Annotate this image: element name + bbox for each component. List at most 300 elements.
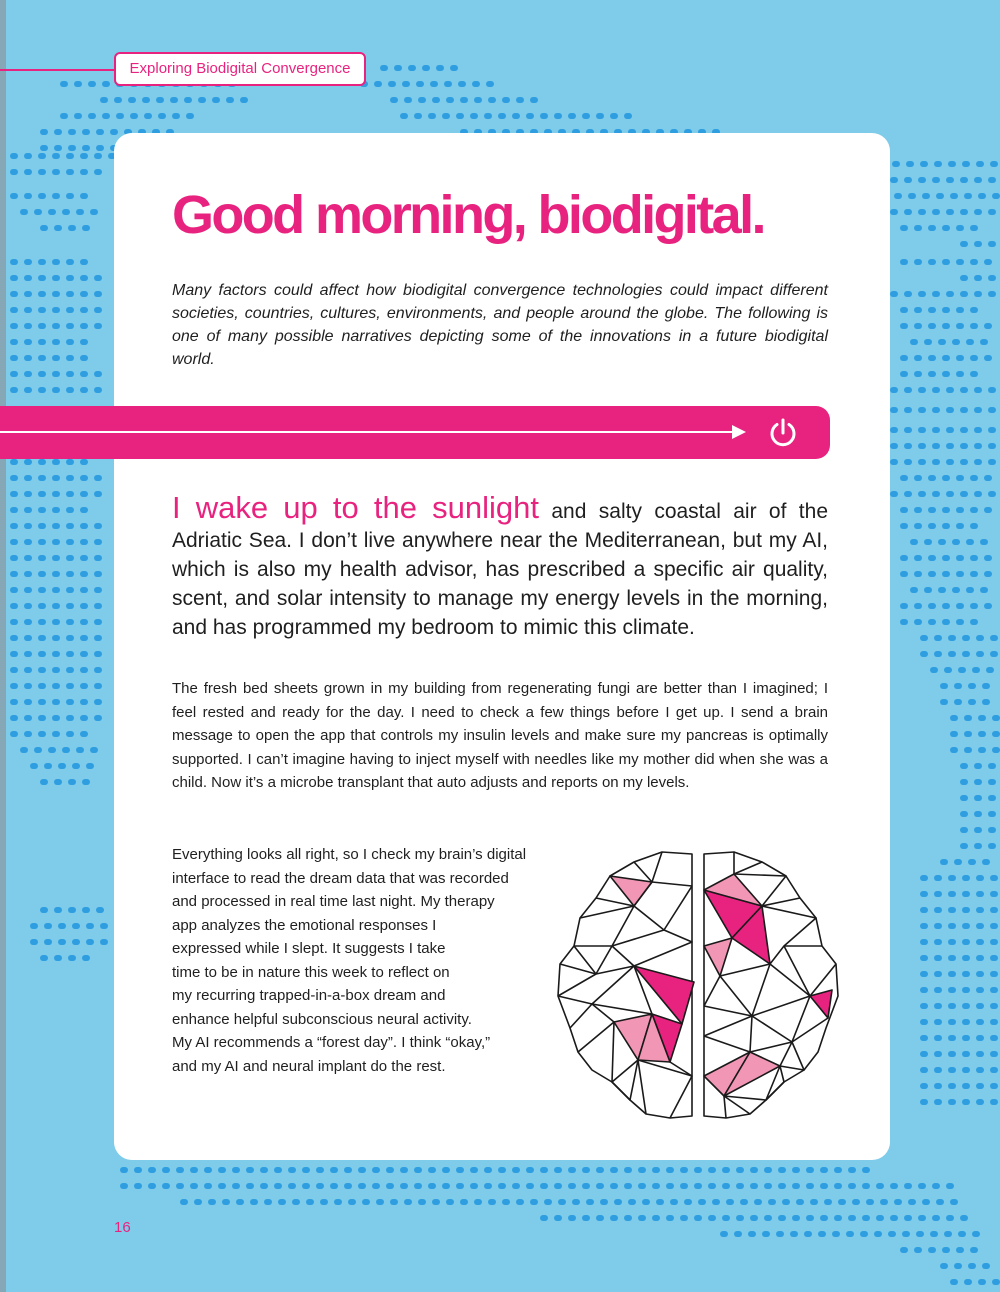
background-dot [670, 1199, 678, 1205]
background-dot [928, 355, 936, 361]
background-dot [422, 65, 430, 71]
background-dot [938, 587, 946, 593]
background-dot [934, 1099, 942, 1105]
background-dot [88, 81, 96, 87]
background-dot [568, 1215, 576, 1221]
background-dot [260, 1183, 268, 1189]
background-dot [992, 1279, 1000, 1285]
background-dot [940, 683, 948, 689]
background-dot [914, 355, 922, 361]
background-dot [960, 763, 968, 769]
background-dot [416, 81, 424, 87]
background-dot [516, 1199, 524, 1205]
background-dot [330, 1167, 338, 1173]
background-dot [962, 651, 970, 657]
background-dot [40, 779, 48, 785]
background-dot [204, 1183, 212, 1189]
background-dot [932, 1215, 940, 1221]
background-dot [948, 635, 956, 641]
background-dot [990, 161, 998, 167]
background-dot [362, 1199, 370, 1205]
background-dot [430, 81, 438, 87]
background-dot [38, 571, 46, 577]
background-dot [386, 1183, 394, 1189]
background-dot [38, 539, 46, 545]
background-dot [906, 161, 914, 167]
background-dot [946, 291, 954, 297]
background-dot [924, 587, 932, 593]
background-dot [66, 699, 74, 705]
background-dot [914, 571, 922, 577]
background-dot [38, 507, 46, 513]
background-dot [974, 779, 982, 785]
background-dot [344, 1167, 352, 1173]
background-dot [974, 459, 982, 465]
background-dot [540, 113, 548, 119]
background-dot [302, 1167, 310, 1173]
background-dot [30, 923, 38, 929]
background-dot [796, 1199, 804, 1205]
background-dot [498, 1183, 506, 1189]
background-dot [960, 811, 968, 817]
background-dot [24, 291, 32, 297]
background-dot [968, 1263, 976, 1269]
background-dot [52, 619, 60, 625]
background-dot [460, 97, 468, 103]
background-dot [652, 1183, 660, 1189]
background-dot [952, 339, 960, 345]
background-dot [638, 1215, 646, 1221]
background-dot [10, 339, 18, 345]
background-dot [80, 523, 88, 529]
background-dot [110, 129, 118, 135]
background-dot [68, 225, 76, 231]
background-dot [934, 955, 942, 961]
background-dot [526, 113, 534, 119]
background-dot [978, 747, 986, 753]
background-dot [54, 779, 62, 785]
arrow-head-icon [732, 425, 746, 439]
background-dot [964, 731, 972, 737]
background-dot [554, 113, 562, 119]
background-dot [924, 339, 932, 345]
background-dot [960, 443, 968, 449]
background-dot [934, 1003, 942, 1009]
background-dot [10, 603, 18, 609]
background-dot [344, 1183, 352, 1189]
background-dot [936, 193, 944, 199]
background-dot [68, 145, 76, 151]
background-dot [316, 1167, 324, 1173]
background-dot [66, 355, 74, 361]
background-dot [962, 1003, 970, 1009]
background-dot [408, 65, 416, 71]
background-dot [568, 1183, 576, 1189]
background-dot [24, 699, 32, 705]
background-dot [920, 1099, 928, 1105]
background-dot [984, 507, 992, 513]
background-dot [708, 1183, 716, 1189]
background-dot [390, 1199, 398, 1205]
background-dot [970, 619, 978, 625]
background-dot [34, 209, 42, 215]
background-dot [988, 795, 996, 801]
background-dot [554, 1183, 562, 1189]
background-dot [920, 1003, 928, 1009]
background-dot [894, 1199, 902, 1205]
background-dot [976, 907, 984, 913]
background-dot [54, 145, 62, 151]
background-dot [10, 355, 18, 361]
background-dot [924, 539, 932, 545]
background-dot [52, 339, 60, 345]
background-dot [920, 939, 928, 945]
background-dot [890, 209, 898, 215]
background-dot [10, 715, 18, 721]
background-dot [80, 635, 88, 641]
background-dot [982, 683, 990, 689]
background-dot [82, 225, 90, 231]
background-dot [60, 113, 68, 119]
background-dot [970, 371, 978, 377]
background-dot [348, 1199, 356, 1205]
background-dot [456, 1167, 464, 1173]
background-dot [38, 193, 46, 199]
background-dot [956, 523, 964, 529]
background-dot [934, 1035, 942, 1041]
background-dot [20, 209, 28, 215]
background-dot [990, 1035, 998, 1041]
background-dot [52, 291, 60, 297]
background-dot [920, 1019, 928, 1025]
background-dot [992, 731, 1000, 737]
background-dot [38, 635, 46, 641]
background-dot [642, 1199, 650, 1205]
background-dot [66, 371, 74, 377]
background-dot [904, 1215, 912, 1221]
background-dot [914, 371, 922, 377]
background-dot [988, 491, 996, 497]
background-dot [954, 1263, 962, 1269]
background-dot [388, 81, 396, 87]
background-dot [470, 113, 478, 119]
background-dot [52, 507, 60, 513]
background-dot [414, 1167, 422, 1173]
background-dot [932, 443, 940, 449]
background-dot [94, 307, 102, 313]
background-dot [942, 507, 950, 513]
background-dot [988, 427, 996, 433]
background-dot [44, 763, 52, 769]
background-dot [970, 571, 978, 577]
background-dot [928, 619, 936, 625]
background-dot [894, 193, 902, 199]
background-dot [958, 667, 966, 673]
background-dot [942, 259, 950, 265]
background-dot [964, 747, 972, 753]
background-dot [80, 619, 88, 625]
background-dot [928, 323, 936, 329]
background-dot [484, 1183, 492, 1189]
background-dot [970, 523, 978, 529]
background-dot [432, 1199, 440, 1205]
story-paragraph-1: The fresh bed sheets grown in my building from regenerating fungi are better than I imagined; I feel rested and ready for the day. I need to check a few things before I get up. I send a brain message to open the app that controls my insulin levels and make sure my pancreas is optimally supported. I can’t imagine having to inject myself with needles like my mother did when she was a child. Now it’s a microbe transplant that auto adjusts and reports on my levels. [172, 680, 828, 791]
background-dot [954, 699, 962, 705]
background-dot [38, 587, 46, 593]
background-dot [722, 1215, 730, 1221]
background-dot [860, 1231, 868, 1237]
background-dot [942, 323, 950, 329]
background-dot [960, 459, 968, 465]
background-dot [938, 539, 946, 545]
background-dot [158, 113, 166, 119]
background-dot [10, 731, 18, 737]
background-dot [956, 307, 964, 313]
background-dot [374, 81, 382, 87]
background-dot [442, 113, 450, 119]
background-dot [920, 955, 928, 961]
background-dot [974, 827, 982, 833]
background-dot [948, 923, 956, 929]
background-dot [960, 177, 968, 183]
background-dot [694, 1183, 702, 1189]
background-dot [954, 859, 962, 865]
background-dot [10, 683, 18, 689]
background-dot [38, 699, 46, 705]
background-dot [446, 1199, 454, 1205]
background-dot [80, 153, 88, 159]
background-dot [474, 1199, 482, 1205]
background-dot [918, 177, 926, 183]
background-dot [970, 507, 978, 513]
background-dot [190, 1183, 198, 1189]
background-dot [914, 307, 922, 313]
background-dot [10, 169, 18, 175]
background-dot [910, 587, 918, 593]
background-dot [34, 747, 42, 753]
background-dot [942, 603, 950, 609]
background-dot [984, 259, 992, 265]
background-dot [946, 427, 954, 433]
background-dot [24, 715, 32, 721]
background-dot [458, 81, 466, 87]
background-dot [72, 923, 80, 929]
background-dot [948, 891, 956, 897]
background-dot [232, 1167, 240, 1173]
background-dot [274, 1183, 282, 1189]
background-dot [66, 491, 74, 497]
background-dot [624, 1183, 632, 1189]
background-dot [38, 339, 46, 345]
background-dot [852, 1199, 860, 1205]
background-dot [968, 859, 976, 865]
background-dot [90, 747, 98, 753]
background-dot [862, 1215, 870, 1221]
background-dot [52, 193, 60, 199]
background-dot [928, 225, 936, 231]
background-dot [94, 603, 102, 609]
background-dot [400, 113, 408, 119]
background-dot [264, 1199, 272, 1205]
background-dot [38, 459, 46, 465]
background-dot [984, 355, 992, 361]
background-dot [708, 1167, 716, 1173]
background-dot [376, 1199, 384, 1205]
story-lead [172, 490, 829, 642]
background-dot [596, 113, 604, 119]
background-dot [934, 987, 942, 993]
background-dot [948, 1035, 956, 1041]
background-dot [950, 731, 958, 737]
background-dot [82, 955, 90, 961]
background-dot [66, 635, 74, 641]
background-dot [40, 955, 48, 961]
background-dot [976, 923, 984, 929]
background-dot [54, 955, 62, 961]
background-dot [918, 459, 926, 465]
background-dot [956, 555, 964, 561]
background-dot [610, 1215, 618, 1221]
background-dot [582, 1167, 590, 1173]
background-dot [976, 651, 984, 657]
background-dot [928, 571, 936, 577]
background-dot [94, 323, 102, 329]
background-dot [698, 1199, 706, 1205]
background-dot [66, 571, 74, 577]
background-dot [914, 555, 922, 561]
background-dot [24, 555, 32, 561]
background-dot [952, 587, 960, 593]
background-dot [988, 811, 996, 817]
background-dot [100, 923, 108, 929]
background-dot [768, 1199, 776, 1205]
background-dot [956, 259, 964, 265]
background-dot [956, 619, 964, 625]
background-dot [52, 371, 60, 377]
background-dot [86, 939, 94, 945]
intro-paragraph: Many factors could affect how biodigital convergence technologies could impact different societies, countries, cultures, environments, and people around the globe. The following is one of many possible narratives depicting some of the innovations in a future biodigital world. [172, 282, 828, 368]
background-dot [928, 475, 936, 481]
background-dot [302, 1183, 310, 1189]
background-dot [934, 651, 942, 657]
background-dot [96, 129, 104, 135]
background-dot [962, 955, 970, 961]
background-dot [52, 603, 60, 609]
background-dot [976, 875, 984, 881]
background-dot [530, 97, 538, 103]
section-tag: Exploring Biodigital Convergence [114, 52, 366, 86]
background-dot [516, 97, 524, 103]
background-dot [876, 1215, 884, 1221]
background-dot [946, 177, 954, 183]
background-dot [540, 1183, 548, 1189]
background-dot [946, 459, 954, 465]
background-dot [38, 667, 46, 673]
header-rule [0, 69, 116, 71]
background-dot [292, 1199, 300, 1205]
background-dot [920, 971, 928, 977]
background-dot [40, 145, 48, 151]
background-dot [948, 161, 956, 167]
background-dot [834, 1215, 842, 1221]
background-dot [976, 1083, 984, 1089]
background-dot [418, 97, 426, 103]
background-dot [148, 1167, 156, 1173]
background-dot [904, 407, 912, 413]
background-dot [334, 1199, 342, 1205]
background-dot [544, 1199, 552, 1205]
background-dot [82, 145, 90, 151]
background-dot [52, 475, 60, 481]
background-dot [190, 1167, 198, 1173]
geometric-brain-icon [552, 846, 844, 1122]
background-dot [10, 193, 18, 199]
background-dot [904, 1183, 912, 1189]
background-dot [900, 225, 908, 231]
background-dot [66, 275, 74, 281]
background-dot [928, 523, 936, 529]
background-dot [938, 339, 946, 345]
background-dot [638, 1183, 646, 1189]
background-dot [24, 169, 32, 175]
background-dot [24, 371, 32, 377]
background-dot [52, 635, 60, 641]
background-dot [80, 475, 88, 481]
background-dot [988, 763, 996, 769]
background-dot [976, 987, 984, 993]
background-dot [712, 1199, 720, 1205]
background-dot [892, 161, 900, 167]
background-dot [818, 1231, 826, 1237]
background-dot [486, 81, 494, 87]
background-dot [932, 1183, 940, 1189]
background-dot [920, 1035, 928, 1041]
background-dot [94, 683, 102, 689]
background-dot [488, 1199, 496, 1205]
background-dot [358, 1183, 366, 1189]
background-dot [502, 97, 510, 103]
background-dot [68, 779, 76, 785]
background-dot [10, 667, 18, 673]
background-dot [834, 1183, 842, 1189]
background-dot [450, 65, 458, 71]
background-dot [212, 97, 220, 103]
background-dot [948, 875, 956, 881]
background-dot [792, 1167, 800, 1173]
background-dot [976, 635, 984, 641]
background-dot [66, 323, 74, 329]
background-dot [974, 275, 982, 281]
background-dot [970, 603, 978, 609]
background-dot [990, 1099, 998, 1105]
background-dot [218, 1167, 226, 1173]
background-dot [934, 1067, 942, 1073]
background-dot [222, 1199, 230, 1205]
background-dot [900, 555, 908, 561]
background-dot [920, 161, 928, 167]
background-dot [428, 1167, 436, 1173]
background-dot [694, 1215, 702, 1221]
background-dot [930, 667, 938, 673]
background-dot [920, 1083, 928, 1089]
background-dot [372, 1167, 380, 1173]
background-dot [24, 603, 32, 609]
background-dot [38, 387, 46, 393]
background-dot [956, 603, 964, 609]
background-dot [970, 1247, 978, 1253]
background-dot [414, 113, 422, 119]
background-dot [666, 1167, 674, 1173]
